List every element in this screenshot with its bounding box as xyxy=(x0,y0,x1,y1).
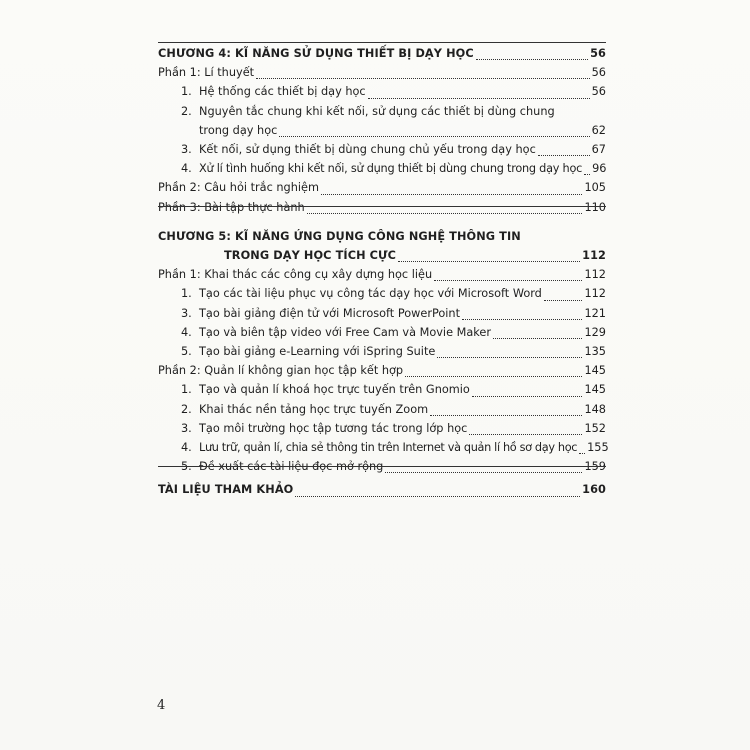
part-title: Phần 3: Bài tập thực hành xyxy=(158,200,305,214)
page-ref: 56 xyxy=(591,66,606,80)
page-ref: 160 xyxy=(582,483,606,497)
toc-item[interactable] xyxy=(158,284,606,303)
page-ref: 110 xyxy=(584,200,606,214)
page-ref: 112 xyxy=(584,287,606,301)
toc-item[interactable] xyxy=(158,419,606,438)
leader-dots xyxy=(295,495,580,497)
chapter-title: CHƯƠNG 5: KĨ NĂNG ỨNG DỤNG CÔNG NGHỆ THÔNG TIN xyxy=(158,229,521,243)
item-title: Xử lí tình huống khi kết nối, sử dụng thiết bị dùng chung trong dạy học xyxy=(199,162,583,176)
leader-dots xyxy=(398,260,580,262)
leader-dots xyxy=(279,135,589,137)
item-title: Đề xuất các tài liệu đọc mở rộng xyxy=(199,460,384,474)
page-ref: 121 xyxy=(584,306,606,320)
item-number: 2. xyxy=(181,104,192,118)
page-ref: 152 xyxy=(584,421,606,435)
leader-dots xyxy=(462,318,582,320)
page-ref: 155 xyxy=(587,441,609,455)
item-title: Hệ thống các thiết bị dạy học xyxy=(199,85,366,99)
leader-dots xyxy=(493,337,582,339)
item-number: 2. xyxy=(181,402,192,416)
references-title: TÀI LIỆU THAM KHẢO xyxy=(158,483,294,497)
item-title: Lưu trữ, quản lí, chia sẻ thông tin trên Internet và quản lí hồ sơ dạy học xyxy=(199,441,578,455)
leader-dots xyxy=(368,97,590,99)
leader-dots xyxy=(385,471,582,473)
toc-part-1[interactable] xyxy=(158,265,606,284)
item-number: 1. xyxy=(181,287,192,301)
leader-dots xyxy=(430,414,582,416)
item-number: 5. xyxy=(181,345,192,359)
toc-item-continued[interactable] xyxy=(158,121,606,140)
leader-dots xyxy=(476,58,588,60)
item-title: Khai thác nền tảng học trực tuyến Zoom xyxy=(199,402,429,416)
toc-part-1[interactable] xyxy=(158,63,606,82)
item-number: 4. xyxy=(181,441,192,455)
toc-part-2[interactable] xyxy=(158,178,606,197)
toc-item[interactable] xyxy=(158,323,606,342)
top-rule xyxy=(158,42,606,43)
item-number: 3. xyxy=(181,143,192,157)
item-title: Tạo các tài liệu phục vụ công tác dạy học với Microsoft Word xyxy=(199,287,542,301)
toc-chapter-4[interactable] xyxy=(158,44,606,63)
page-ref: 145 xyxy=(584,364,606,378)
page-ref: 135 xyxy=(584,345,606,359)
part-title: Phần 1: Lí thuyết xyxy=(158,66,255,80)
leader-dots xyxy=(579,452,585,454)
item-title-line2: trong dạy học xyxy=(199,123,278,137)
toc-chapter-5[interactable] xyxy=(158,227,606,246)
item-title: Nguyên tắc chung khi kết nối, sử dụng các thiết bị dùng chung xyxy=(199,104,555,118)
page-ref: 112 xyxy=(584,268,606,282)
item-number: 4. xyxy=(181,325,192,339)
page-ref: 159 xyxy=(584,460,606,474)
bottom-rule xyxy=(158,466,606,467)
part-title: Phần 2: Câu hỏi trắc nghiệm xyxy=(158,181,319,195)
leader-dots xyxy=(434,279,582,281)
leader-dots xyxy=(405,375,582,377)
leader-dots xyxy=(584,173,590,175)
item-title: Kết nối, sử dụng thiết bị dùng chung chủ yếu trong dạy học xyxy=(199,143,536,157)
toc-item[interactable] xyxy=(158,140,606,159)
item-number: 4. xyxy=(181,162,192,176)
item-title: Tạo môi trường học tập tương tác trong lớp học xyxy=(199,421,468,435)
page-ref: 67 xyxy=(591,143,606,157)
toc-references[interactable] xyxy=(158,480,606,499)
item-title: Tạo bài giảng điện tử với Microsoft PowerPoint xyxy=(199,306,461,320)
leader-dots xyxy=(256,77,590,79)
page-ref: 148 xyxy=(584,402,606,416)
leader-dots xyxy=(472,395,583,397)
page-ref: 145 xyxy=(584,383,606,397)
chapter-title-line2: TRONG DẠY HỌC TÍCH CỰC xyxy=(224,249,396,263)
page-ref: 56 xyxy=(590,47,606,60)
leader-dots xyxy=(469,433,582,435)
toc-item[interactable] xyxy=(158,380,606,399)
toc-item[interactable] xyxy=(158,102,606,121)
table-of-contents xyxy=(158,44,609,500)
page-ref: 96 xyxy=(592,162,607,176)
chapter-title: CHƯƠNG 4: KĨ NĂNG SỬ DỤNG THIẾT BỊ DẠY HỌC xyxy=(158,47,474,60)
item-number: 3. xyxy=(181,306,192,320)
toc-part-2[interactable] xyxy=(158,361,606,380)
toc-item[interactable] xyxy=(158,342,606,361)
leader-dots xyxy=(538,154,590,156)
page-ref: 112 xyxy=(582,249,606,263)
page-ref: 62 xyxy=(591,123,606,137)
toc-item[interactable] xyxy=(158,82,606,101)
page-ref: 105 xyxy=(584,181,606,195)
leader-dots xyxy=(544,299,583,301)
page-ref: 129 xyxy=(584,325,606,339)
item-title: Tạo và biên tập video với Free Cam và Movie Maker xyxy=(199,325,492,339)
toc-item[interactable] xyxy=(158,304,606,323)
part-title: Phần 2: Quản lí không gian học tập kết hợp xyxy=(158,364,404,378)
part-title: Phần 1: Khai thác các công cụ xây dựng học liệu xyxy=(158,268,433,282)
leader-dots xyxy=(307,212,583,214)
page-ref: 56 xyxy=(591,85,606,99)
item-number: 5. xyxy=(181,460,192,474)
toc-item[interactable] xyxy=(158,400,606,419)
toc-chapter-5-continued[interactable] xyxy=(158,246,606,265)
page-number: 4 xyxy=(157,698,166,713)
toc-item[interactable] xyxy=(158,159,606,178)
leader-dots xyxy=(321,193,582,195)
item-number: 1. xyxy=(181,383,192,397)
toc-part-3[interactable] xyxy=(158,198,606,217)
item-title: Tạo bài giảng e-Learning với iSpring Suite xyxy=(199,345,436,359)
item-number: 3. xyxy=(181,421,192,435)
item-number: 1. xyxy=(181,85,192,99)
chapter-divider xyxy=(158,206,606,207)
leader-dots xyxy=(437,356,582,358)
toc-item[interactable] xyxy=(158,438,609,457)
item-title: Tạo và quản lí khoá học trực tuyến trên Gnomio xyxy=(199,383,470,397)
